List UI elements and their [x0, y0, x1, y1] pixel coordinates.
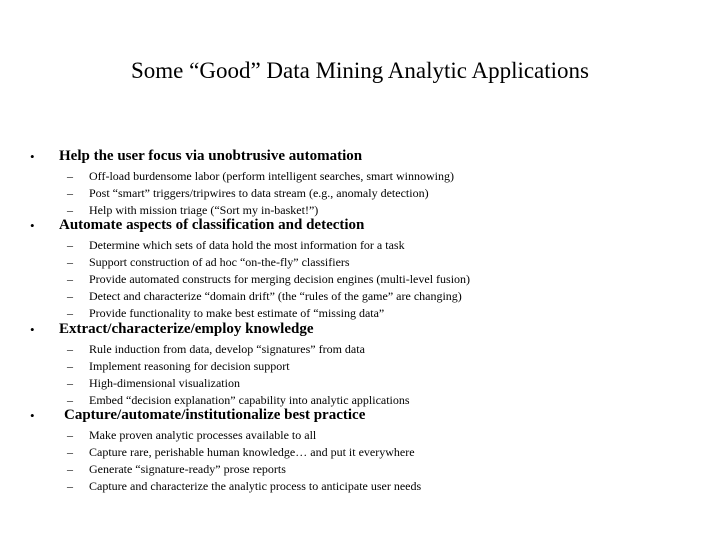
sub-bullet-list: [0, 168, 720, 219]
list-item-text: Capture and characterize the analytic process to anticipate user needs: [89, 479, 422, 493]
list-item-text: Help with mission triage (“Sort my in-basket!”): [89, 203, 319, 217]
dash-icon: –: [67, 306, 73, 320]
bullet-dot-icon: •: [30, 408, 35, 423]
bullet-heading-row: [0, 215, 720, 237]
bullet-heading: Automate aspects of classification and detection: [59, 217, 365, 233]
dash-icon: –: [67, 376, 73, 390]
list-item-text: Generate “signature-ready” prose reports: [89, 462, 286, 476]
list-item-text: Capture rare, perishable human knowledge… and put it everywhere: [89, 445, 415, 459]
dash-icon: –: [67, 445, 73, 459]
section-user-focus: [0, 146, 720, 219]
bullet-dot-icon: •: [30, 218, 35, 233]
bullet-heading: Capture/automate/institutionalize best practice: [64, 407, 366, 423]
sub-bullet-list: [0, 237, 720, 322]
dash-icon: –: [67, 342, 73, 356]
bullet-heading-row: [0, 319, 720, 341]
dash-icon: –: [67, 186, 73, 200]
list-item-text: Make proven analytic processes available to all: [89, 428, 317, 442]
list-item-text: Support construction of ad hoc “on-the-fly” classifiers: [89, 255, 350, 269]
list-item: [0, 288, 720, 305]
list-item: [0, 254, 720, 271]
sub-bullet-list: [0, 427, 720, 495]
dash-icon: –: [67, 462, 73, 476]
list-item: [0, 237, 720, 254]
bullet-heading: Extract/characterize/employ knowledge: [59, 321, 314, 337]
list-item: [0, 375, 720, 392]
list-item-text: High-dimensional visualization: [89, 376, 240, 390]
dash-icon: –: [67, 238, 73, 252]
bullet-dot-icon: •: [30, 322, 35, 337]
list-item-text: Detect and characterize “domain drift” (the “rules of the game” are changing): [89, 289, 462, 303]
list-item-text: Rule induction from data, develop “signatures” from data: [89, 342, 365, 356]
bullet-heading-row: [0, 146, 720, 168]
list-item: [0, 444, 720, 461]
sub-bullet-list: [0, 341, 720, 409]
list-item-text: Post “smart” triggers/tripwires to data stream (e.g., anomaly detection): [89, 186, 429, 200]
dash-icon: –: [67, 393, 73, 407]
list-item: [0, 271, 720, 288]
dash-icon: –: [67, 272, 73, 286]
list-item: [0, 358, 720, 375]
list-item-text: Determine which sets of data hold the most information for a task: [89, 238, 405, 252]
dash-icon: –: [67, 255, 73, 269]
list-item-text: Off-load burdensome labor (perform intelligent searches, smart winnowing): [89, 169, 455, 183]
dash-icon: –: [67, 428, 73, 442]
bullet-dot-icon: •: [30, 149, 35, 164]
bullet-heading: Help the user focus via unobtrusive automation: [59, 148, 363, 164]
list-item: [0, 341, 720, 358]
list-item-text: Implement reasoning for decision support: [89, 359, 290, 373]
dash-icon: –: [67, 289, 73, 303]
list-item-text: Embed “decision explanation” capability into analytic applications: [89, 393, 410, 407]
dash-icon: –: [67, 169, 73, 183]
list-item-text: Provide automated constructs for merging decision engines (multi-level fusion): [89, 272, 471, 286]
section-knowledge: [0, 319, 720, 409]
dash-icon: –: [67, 359, 73, 373]
section-classification: [0, 215, 720, 322]
section-best-practice: [0, 405, 720, 495]
dash-icon: –: [67, 203, 73, 217]
list-item: [0, 478, 720, 495]
list-item: [0, 461, 720, 478]
list-item: [0, 185, 720, 202]
dash-icon: –: [67, 479, 73, 493]
bullet-heading-row: [0, 405, 720, 427]
slide-title: Some “Good” Data Mining Analytic Applications: [130, 58, 589, 83]
list-item-text: Provide functionality to make best estimate of “missing data”: [89, 306, 385, 320]
list-item: [0, 168, 720, 185]
list-item: [0, 427, 720, 444]
